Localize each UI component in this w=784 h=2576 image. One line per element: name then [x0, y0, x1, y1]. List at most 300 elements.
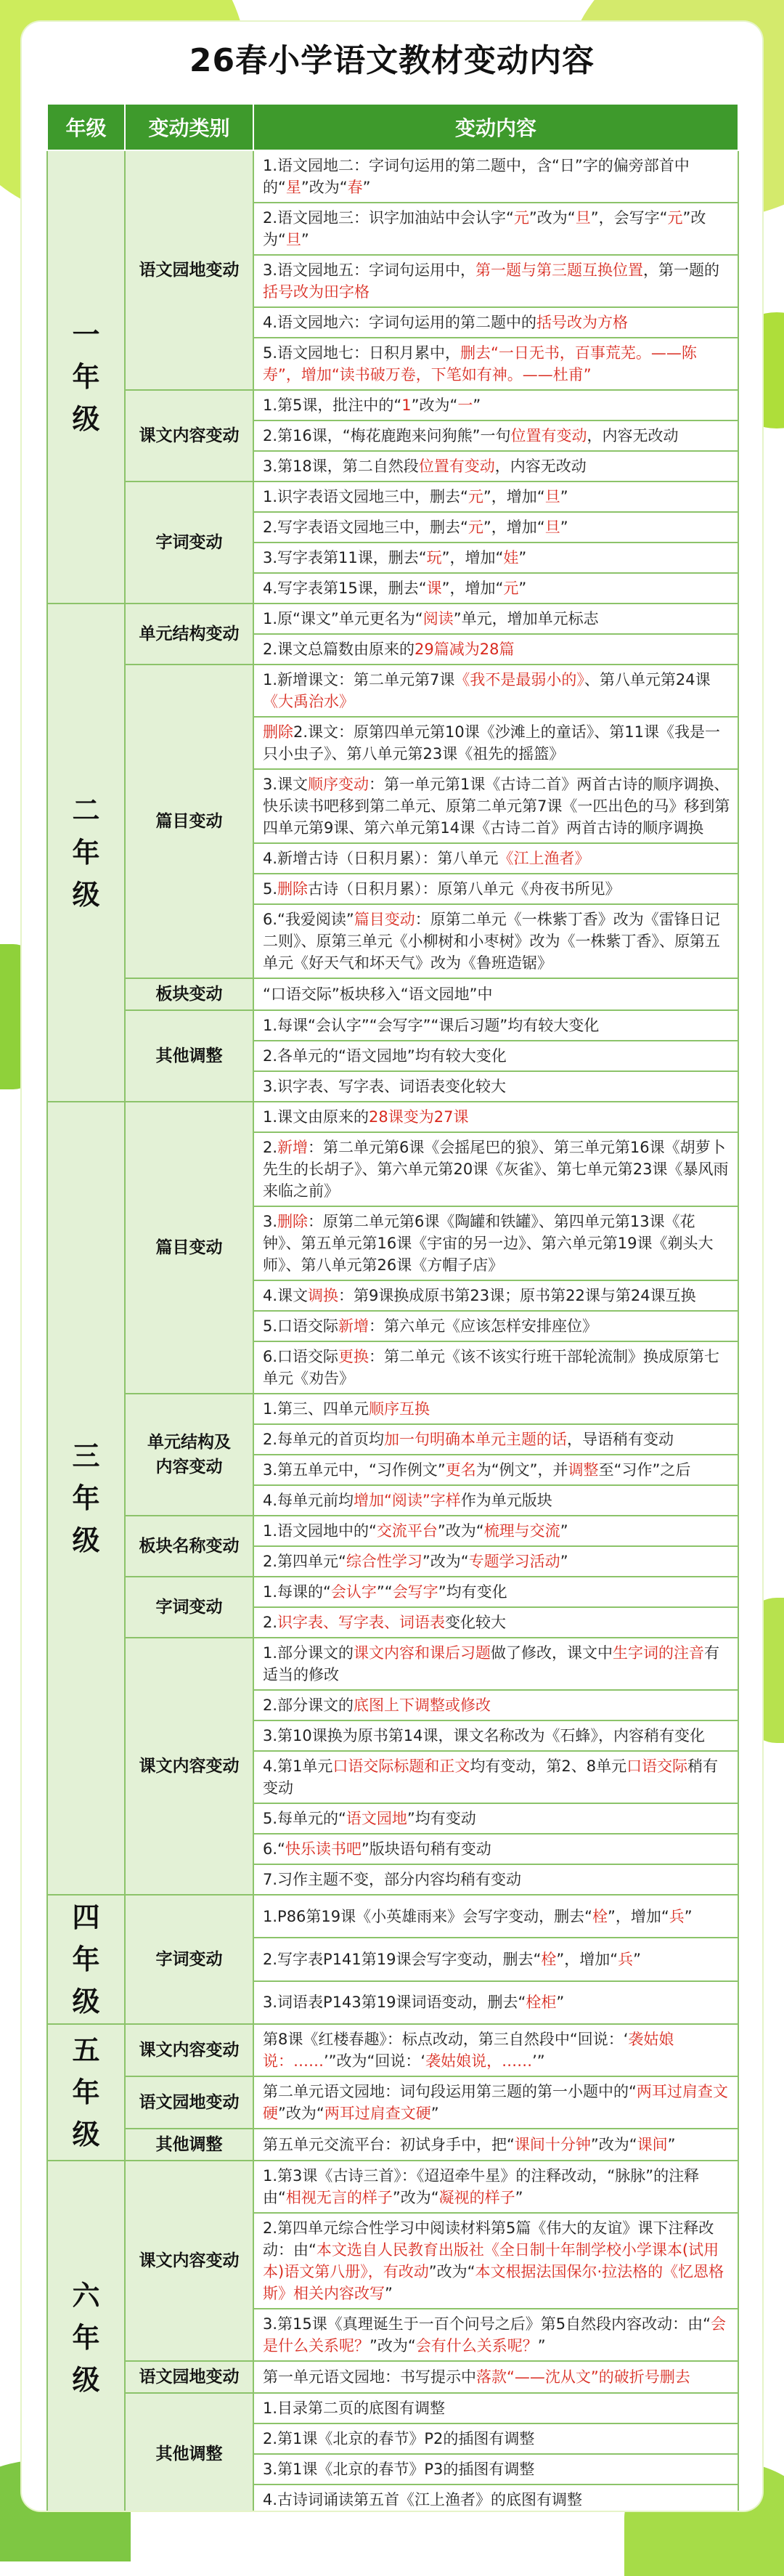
item-text: 1.识字表语文园地三中，删去“ — [263, 488, 468, 505]
item-text: ” — [556, 1994, 565, 2012]
table-row — [47, 2024, 738, 2076]
highlight-text: 两耳过肩查文硬 — [324, 2105, 431, 2122]
highlight-text: 专题学习活动 — [468, 1553, 560, 1570]
change-item — [253, 255, 738, 307]
item-text: ：第二单元《该不该实行班干部轮流制》换成原第七单元《劝告》 — [263, 1348, 720, 1387]
highlight-text: 星 — [285, 179, 301, 196]
item-text: ” — [560, 519, 568, 536]
category-label: 其他调整 — [125, 2129, 253, 2161]
page-title: 26春小学语文教材变动内容 — [189, 42, 595, 79]
item-text: 第一单元语文园地：书写提示中 — [263, 2368, 476, 2386]
item-text: ” — [560, 1553, 568, 1570]
item-text: ”改为“ — [422, 1553, 469, 1570]
category-label: 篇目变动 — [125, 1102, 253, 1394]
item-text: ” — [633, 1950, 642, 1968]
change-item — [253, 1864, 738, 1895]
item-text: 做了修改，课文中 — [491, 1644, 613, 1662]
item-text: ” — [515, 2189, 523, 2206]
category-label: 板块名称变动 — [125, 1516, 253, 1577]
highlight-text: 底图上下调整或修改 — [354, 1697, 491, 1714]
item-text: 5. — [263, 880, 278, 898]
item-text: 3.词语表P143第19课词语变动，删去“ — [263, 1994, 526, 2012]
highlight-text: 括号改为田字格 — [263, 283, 369, 301]
highlight-text: 更名 — [445, 1461, 476, 1479]
change-item — [253, 543, 738, 573]
item-text: 、第八单元第24课 — [584, 671, 711, 688]
item-text: 6.“我爱阅读” — [263, 911, 354, 928]
change-item — [253, 665, 738, 717]
item-text: 1.目录第二页的底图有调整 — [263, 2400, 446, 2417]
change-item — [253, 1455, 738, 1485]
table-row — [47, 665, 738, 717]
category-label: 语文园地变动 — [125, 150, 253, 390]
change-item — [253, 1516, 738, 1546]
change-item — [253, 769, 738, 843]
table-row — [47, 1010, 738, 1041]
item-text: ” — [301, 231, 309, 248]
highlight-text: 本文根据法国保尔·拉法格的《忆恩格斯》相关内容改写 — [263, 2263, 724, 2302]
highlight-text: 旦 — [285, 231, 301, 248]
change-item — [253, 390, 738, 420]
change-item — [253, 512, 738, 543]
highlight-text: 删去“一日无书，百事荒芜。——陈寿”，增加“读书破万卷，下笔如有神。——杜甫” — [263, 344, 697, 383]
item-text: 1.原“课文”单元更名为“ — [263, 610, 423, 627]
item-text: 1.第3课《古诗三首》：《迢迢牵牛星》的注释改动，“脉脉”的注释由“ — [263, 2167, 700, 2206]
highlight-text: 删除 — [277, 1213, 309, 1230]
change-item — [253, 843, 738, 874]
item-text: ”改为“ — [411, 397, 458, 414]
change-item — [253, 1311, 738, 1341]
highlight-text: 第一题与第三题互换位置 — [475, 261, 644, 279]
change-item — [253, 1485, 738, 1516]
item-text: 2.第四单元综合性学习中阅读材料第5篇《伟大的友谊》课下注释改动：由“ — [263, 2219, 714, 2259]
highlight-text: 凝视的样子 — [438, 2189, 515, 2206]
change-item — [253, 1546, 738, 1577]
change-item — [253, 1424, 738, 1455]
change-item — [253, 1751, 738, 1803]
change-item — [253, 2213, 738, 2309]
highlight-text: 28课变为27课 — [369, 1108, 469, 1126]
item-text: ” — [518, 580, 527, 597]
item-text: 1.部分课文的 — [263, 1644, 354, 1662]
highlight-text: 元 — [467, 488, 483, 505]
change-item — [253, 203, 738, 255]
highlight-text: 会是什么关系呢？ — [263, 2315, 726, 2354]
category-label: 课文内容变动 — [125, 390, 253, 482]
item-text: ”改为“ — [301, 179, 348, 196]
item-text: 4.第1单元 — [263, 1758, 333, 1775]
item-text: 6.口语交际 — [263, 1348, 339, 1365]
item-text: 2.第四单元“ — [263, 1553, 346, 1570]
item-text: 3.第18课，第二自然段 — [263, 458, 419, 475]
item-text: ：原第二单元《一株紫丁香》改为《雷锋日记二则》、原第三单元《小柳树和小枣树》改为《一株紫丁香》、原第五单元《好天气和坏天气》改为《鲁班造锯》 — [263, 911, 720, 972]
change-item — [253, 2484, 738, 2511]
item-text: 3.课文 — [263, 776, 309, 793]
table-row — [47, 1516, 738, 1546]
highlight-text: 顺序互换 — [369, 1400, 430, 1418]
highlight-text: 会写字 — [392, 1583, 438, 1601]
change-item — [253, 2361, 738, 2393]
highlight-text: 1 — [401, 397, 412, 414]
item-text: 1.每课“会认字”“会写字”“课后习题”均有较大变化 — [263, 1017, 600, 1034]
table-row — [47, 1102, 738, 1132]
item-text: 6.“ — [263, 1840, 285, 1858]
change-item — [253, 1834, 738, 1864]
item-text: 3.识字表、写字表、词语表变化较大 — [263, 1078, 507, 1095]
change-item — [253, 1577, 738, 1607]
highlight-text: 会认字 — [330, 1583, 377, 1601]
highlight-text: 交流平台 — [376, 1522, 438, 1540]
item-text: ”，增加“ — [441, 580, 504, 597]
item-text: ”改为“ — [263, 209, 706, 248]
category-label: 单元结构及 内容变动 — [125, 1394, 253, 1516]
item-text: ” — [518, 549, 527, 566]
category-label: 字词变动 — [125, 1895, 253, 2024]
highlight-text: 课 — [426, 580, 442, 597]
table-row — [47, 2076, 738, 2129]
highlight-text: 《江上渔者》 — [498, 850, 590, 867]
change-item — [253, 573, 738, 604]
change-item — [253, 1895, 738, 1938]
change-item — [253, 1206, 738, 1280]
category-label: 语文园地变动 — [125, 2076, 253, 2129]
highlight-text: 删除 — [263, 723, 293, 741]
item-text: 3.第五单元中，“习作例文” — [263, 1461, 446, 1479]
item-text: 3.第10课换为原书第14课，课文名称改为《石蜂》，内容稍有变化 — [263, 1727, 705, 1744]
change-item — [253, 1803, 738, 1834]
item-text: 3.写字表第11课，删去“ — [263, 549, 427, 566]
item-text: ” — [430, 2105, 439, 2122]
category-label: 课文内容变动 — [125, 1638, 253, 1895]
item-text: 5.每单元的“ — [263, 1810, 346, 1827]
highlight-text: 本文选自人民教育出版社《全日制十年制学校小学课本(试用本)语文第八册》，有改动 — [263, 2241, 719, 2280]
item-text: 2.写字表语文园地三中，删去“ — [263, 519, 468, 536]
change-item — [253, 482, 738, 512]
change-item — [253, 1981, 738, 2024]
item-text: ”单元，增加单元标志 — [453, 610, 599, 627]
change-item — [253, 2393, 738, 2423]
item-text: 3. — [263, 1213, 278, 1230]
grade-label: 一 年 级 — [47, 150, 125, 604]
highlight-text: 识字表、写字表、词语表 — [277, 1614, 446, 1631]
change-item — [253, 717, 738, 769]
item-text: 2.每单元的首页均 — [263, 1431, 385, 1448]
table-row — [47, 2361, 738, 2393]
header-category: 变动类别 — [125, 104, 253, 150]
change-item — [253, 1041, 738, 1071]
highlight-text: 旦 — [544, 519, 560, 536]
highlight-text: 顺序变动 — [308, 776, 369, 793]
highlight-text: 栓 — [592, 1907, 608, 1925]
table-row — [47, 482, 738, 512]
item-text: ”均有变化 — [438, 1583, 507, 1601]
table-body — [47, 150, 738, 2511]
table-row — [47, 390, 738, 420]
table-row — [47, 2161, 738, 2213]
highlight-text: 《大禹治水》 — [263, 693, 354, 710]
highlight-text: 兵 — [669, 1907, 685, 1925]
item-text: 至“习作”之后 — [598, 1461, 691, 1479]
item-text: ” — [560, 488, 568, 505]
highlight-text: 口语交际标题和正文 — [332, 1758, 470, 1775]
item-text: 1.语文园地二：字词句运用的第二题中，含“日”字的偏旁部首中的“ — [263, 157, 690, 196]
change-item — [253, 2423, 738, 2454]
highlight-text: 生字词的注音 — [613, 1644, 705, 1662]
item-text: ”改为“ — [590, 2136, 637, 2153]
item-text: ”改为“ — [428, 2263, 475, 2280]
item-text: 1.新增课文：第二单元第7课 — [263, 671, 455, 688]
item-text: ” — [667, 2136, 676, 2153]
item-text: 2.写字表P141第19课会写字变动，删去“ — [263, 1950, 542, 1968]
item-text: ”版块语句稍有变动 — [361, 1840, 491, 1858]
highlight-text: 篇目变动 — [354, 911, 415, 928]
item-text: 变化较大 — [445, 1614, 507, 1631]
change-item — [253, 1638, 738, 1690]
item-text: ’” — [532, 2052, 545, 2070]
change-item — [253, 307, 738, 338]
change-item — [253, 338, 738, 390]
item-text: 2.部分课文的 — [263, 1697, 354, 1714]
item-text: ” — [560, 1522, 568, 1540]
change-item — [253, 1341, 738, 1394]
table-row — [47, 1638, 738, 1690]
change-item — [253, 1720, 738, 1751]
item-text: ”，会写字“ — [590, 209, 668, 227]
change-item — [253, 604, 738, 634]
change-item — [253, 2129, 738, 2161]
highlight-text: 调整 — [568, 1461, 599, 1479]
item-text: 古诗（日积月累）：原第八单元《舟夜书所见》 — [308, 880, 621, 898]
item-text: 3.第15课《真理诞生于一百个问号之后》第5自然段内容改动：由“ — [263, 2315, 711, 2333]
change-item — [253, 2161, 738, 2213]
item-text: 5.口语交际 — [263, 1317, 339, 1335]
category-label: 篇目变动 — [125, 665, 253, 978]
change-item — [253, 2454, 738, 2484]
category-label: 单元结构变动 — [125, 604, 253, 665]
highlight-text: 综合性学习 — [346, 1553, 422, 1570]
highlight-text: 袭姑娘说：…… — [263, 2031, 674, 2070]
highlight-text: 两耳过肩查文硬 — [263, 2083, 728, 2122]
table-row — [47, 978, 738, 1010]
highlight-text: 课文内容和课后习题 — [354, 1644, 491, 1662]
highlight-text: 括号改为方格 — [536, 314, 629, 331]
highlight-text: 位置有变动 — [510, 427, 587, 444]
item-text: 稍有变动 — [263, 1758, 719, 1797]
item-number: 2. — [293, 723, 309, 741]
grade-label: 三 年 级 — [47, 1102, 125, 1895]
change-item — [253, 978, 738, 1010]
grade-label: 五 年 级 — [47, 2024, 125, 2161]
content-card — [22, 22, 762, 2511]
item-text: 第二单元语文园地：词句段运用第三题的第一小题中的“ — [263, 2083, 637, 2100]
highlight-text: 阅读 — [422, 610, 454, 627]
item-text: ”改为“ — [369, 2337, 416, 2354]
item-text: 1.每课的“ — [263, 1583, 331, 1601]
highlight-text: 快乐读书吧 — [285, 1840, 362, 1858]
item-text: 课文：原第四单元第10课《沙滩上的童话》、第11课《我是一只小虫子》、第八单元第23课《祖先的摇篮》 — [263, 723, 720, 763]
item-text: ”，增加“ — [556, 1950, 618, 1968]
change-item — [253, 634, 738, 665]
highlight-text: 新增 — [277, 1139, 309, 1156]
highlight-text: 更换 — [338, 1348, 369, 1365]
item-text: ”，增加“ — [483, 519, 545, 536]
item-text: 1.课文由原来的 — [263, 1108, 369, 1126]
item-text: 有适当的修改 — [263, 1644, 720, 1683]
change-item — [253, 1690, 738, 1720]
table-row — [47, 150, 738, 203]
change-item — [253, 451, 738, 482]
item-text: 2.第1课《北京的春节》P2的插图有调整 — [263, 2430, 535, 2447]
highlight-text: 位置有变动 — [418, 458, 495, 475]
item-text: 为“例文”，并 — [475, 1461, 568, 1479]
table-row — [47, 1895, 738, 1938]
highlight-text: 旦 — [575, 209, 591, 227]
item-text: 4.古诗词诵读第五首《江上渔者》的底图有调整 — [263, 2491, 583, 2508]
item-text: ”改为“ — [528, 209, 576, 227]
change-item — [253, 420, 738, 451]
highlight-text: 春 — [347, 179, 363, 196]
change-item — [253, 1132, 738, 1206]
item-text: ” — [537, 2337, 546, 2354]
item-text: 3.第1课《北京的春节》P3的插图有调整 — [263, 2461, 535, 2478]
item-text: ：第六单元《应该怎样安排座位》 — [369, 1317, 598, 1335]
table-row — [47, 1577, 738, 1607]
highlight-text: 娃 — [503, 549, 519, 566]
change-item — [253, 150, 738, 203]
item-text: 2.各单元的“语文园地”均有较大变化 — [263, 1047, 507, 1065]
highlight-text: 梳理与交流 — [483, 1522, 560, 1540]
item-text: 3.语文园地五：字词句运用中， — [263, 261, 476, 279]
change-item — [253, 1102, 738, 1132]
change-item — [253, 874, 738, 904]
changes-table — [46, 103, 739, 2511]
highlight-text: 语文园地 — [346, 1810, 407, 1827]
item-text: ” — [684, 1907, 693, 1925]
change-item — [253, 1938, 738, 1980]
item-text: ”“ — [376, 1583, 393, 1601]
category-label: 语文园地变动 — [125, 2361, 253, 2393]
item-text: ，内容无改动 — [494, 458, 587, 475]
change-item — [253, 2076, 738, 2129]
change-item — [253, 2024, 738, 2076]
category-label: 其他调整 — [125, 2393, 253, 2511]
change-item — [253, 1071, 738, 1102]
item-text: ”均有变动 — [407, 1810, 476, 1827]
table-row — [47, 2129, 738, 2161]
category-label: 课文内容变动 — [125, 2161, 253, 2361]
item-text: 1.P86第19课《小英雄雨来》会写字变动，删去“ — [263, 1907, 593, 1925]
grade-label: 四 年 级 — [47, 1895, 125, 2024]
highlight-text: 一 — [457, 397, 473, 414]
item-text: ，导语稍有变动 — [567, 1431, 674, 1448]
item-text: ”改为“ — [437, 1522, 484, 1540]
item-text: 1.第5课，批注中的“ — [263, 397, 402, 414]
item-text: ，内容无改动 — [587, 427, 679, 444]
change-item — [253, 1394, 738, 1424]
item-text: 第五单元交流平台：初试身手中，把“ — [263, 2136, 515, 2153]
highlight-text: 课间 — [637, 2136, 668, 2153]
highlight-text: 元 — [667, 209, 683, 227]
item-text: 4.写字表第15课，删去“ — [263, 580, 427, 597]
table-row — [47, 2393, 738, 2423]
item-text: 4.语文园地六：字词句运用的第二题中的 — [263, 314, 537, 331]
item-text: ：第9课换成原书第23课；原书第22课与第24课互换 — [338, 1287, 696, 1304]
highlight-text: 元 — [503, 580, 519, 597]
item-text: ，第一题的 — [643, 261, 720, 279]
category-label: 板块变动 — [125, 978, 253, 1010]
highlight-text: 会有什么关系呢？ — [415, 2337, 538, 2354]
item-text: ：第一单元第1课《古诗二首》两首古诗的顺序调换、快乐读书吧移到第二单元、原第二单元第7课《一匹出色的马》移到第四单元第9课、第六单元第14课《古诗二首》两首古诗的顺序调换 — [263, 776, 730, 837]
item-text: 5.语文园地七：日积月累中， — [263, 344, 461, 362]
change-item — [253, 1280, 738, 1311]
item-text: 7.习作主题不变，部分内容均稍有变动 — [263, 1871, 522, 1888]
item-text: 2. — [263, 1139, 278, 1156]
item-text: ：第二单元第6课《会摇尾巴的狼》、第三单元第16课《胡萝卜先生的长胡子》、第六单元第20课《灰雀》、第七单元第23课《暴风雨来临之前》 — [263, 1139, 729, 1200]
category-label: 课文内容变动 — [125, 2024, 253, 2076]
item-text: ”，增加“ — [483, 488, 545, 505]
category-label: 其他调整 — [125, 1010, 253, 1102]
table-row — [47, 604, 738, 634]
table-header-row — [47, 104, 738, 150]
highlight-text: 新增 — [338, 1317, 369, 1335]
highlight-text: 课间十分钟 — [514, 2136, 591, 2153]
highlight-text: 袭姑娘说，…… — [425, 2052, 533, 2070]
header-grade: 年级 — [47, 104, 125, 150]
highlight-text: 落款“——沈从文”的破折号删去 — [476, 2368, 690, 2386]
highlight-text: 29篇减为28篇 — [415, 641, 515, 658]
item-text: ’”改为“回说：‘ — [324, 2052, 426, 2070]
item-text: 4.新增古诗（日积月累）：第八单元 — [263, 850, 499, 867]
item-text: ：原第二单元第6课《陶罐和铁罐》、第四单元第13课《花钟》、第五单元第16课《宇宙的另一边》、第六单元第19课《剃头大师》、第八单元第26课《方帽子店》 — [263, 1213, 714, 1274]
highlight-text: 玩 — [426, 549, 442, 566]
header-content: 变动内容 — [253, 104, 738, 150]
change-item — [253, 2309, 738, 2361]
item-text: 均有变动，第2、8单元 — [470, 1758, 627, 1775]
highlight-text: 栓 — [541, 1950, 557, 1968]
item-text: ” — [385, 2285, 393, 2302]
change-item — [253, 904, 738, 978]
highlight-text: 元 — [467, 519, 483, 536]
highlight-text: 调换 — [308, 1287, 339, 1304]
item-text: 2.第16课，“梅花鹿跑来问狗熊”一句 — [263, 427, 511, 444]
highlight-text: 栓柜 — [526, 1994, 557, 2012]
item-text: 第8课《红楼春趣》：标点改动，第三自然段中“回说：‘ — [263, 2031, 629, 2048]
item-text: “口语交际”板块移入“语文园地”中 — [263, 986, 493, 1003]
item-text: 作为单元版块 — [460, 1492, 552, 1509]
item-text: ”改为“ — [278, 2105, 324, 2122]
highlight-text: 《我不是最弱小的》 — [454, 671, 584, 688]
item-text: ”改为“ — [392, 2189, 439, 2206]
item-text: 2. — [263, 1614, 278, 1631]
item-text: 1.第三、四单元 — [263, 1400, 369, 1418]
grade-label: 六 年 级 — [47, 2161, 125, 2511]
item-text: ”，增加“ — [608, 1907, 669, 1925]
item-text: 1.语文园地中的“ — [263, 1522, 377, 1540]
highlight-text: 删除 — [277, 880, 309, 898]
highlight-text: 元 — [513, 209, 529, 227]
item-text: ” — [362, 179, 371, 196]
category-label: 字词变动 — [125, 482, 253, 604]
highlight-text: 口语交际 — [626, 1758, 688, 1775]
item-text: 4.课文 — [263, 1287, 309, 1304]
change-item — [253, 1010, 738, 1041]
item-text: 4.每单元前均 — [263, 1492, 354, 1509]
item-text: 2.语文园地三：识字加油站中会认字“ — [263, 209, 514, 227]
change-item — [253, 1607, 738, 1638]
item-text: ” — [473, 397, 481, 414]
highlight-text: 加一句明确本单元主题的话 — [384, 1431, 568, 1448]
highlight-text: 增加“阅读”字样 — [354, 1492, 461, 1509]
